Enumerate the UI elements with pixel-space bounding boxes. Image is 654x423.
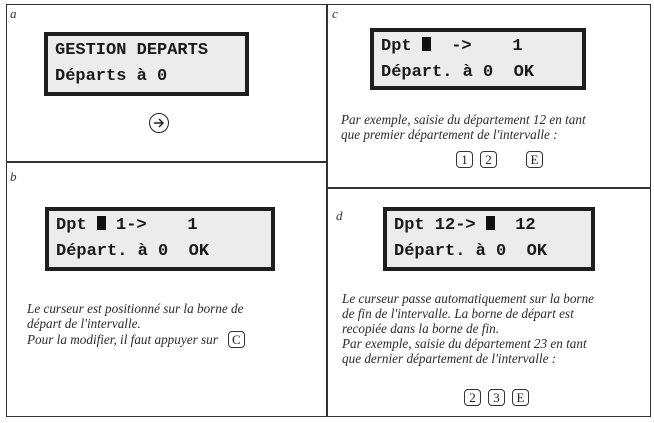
desc-line: Le curseur est positionné sur la borne de	[27, 301, 244, 316]
lcd-cursor	[486, 216, 495, 230]
lcd-line-1	[381, 34, 582, 60]
lcd-text: 1-> 1	[105, 216, 198, 235]
vertical-divider	[326, 4, 328, 417]
panel-b-label: b	[10, 169, 17, 184]
panel-c-lcd	[370, 28, 586, 90]
key-e-button[interactable]: E	[526, 151, 543, 168]
desc-line: Par exemple, saisie du département 12 en tant	[341, 112, 586, 127]
lcd-text: Dpt 12->	[394, 216, 476, 235]
key-1-button[interactable]: 1	[456, 151, 473, 168]
panel-c-keys	[456, 151, 543, 168]
lcd-line-2: Départ. à 0 OK	[381, 63, 535, 82]
desc-line: Le curseur passe automatiquement sur la borne	[342, 291, 595, 306]
panel-c-label: c	[332, 6, 338, 21]
key-e-button[interactable]: E	[512, 389, 529, 406]
lcd-line-1	[394, 213, 591, 239]
arrow-right-circle-icon[interactable]	[149, 113, 169, 133]
lcd-text: 12	[494, 216, 536, 235]
lcd-line-2: Départ. à 0 OK	[56, 242, 210, 261]
lcd-text: Dpt	[381, 37, 412, 56]
lcd-line-2: Départs à 0	[55, 67, 168, 86]
lcd-text: -> 1	[430, 37, 523, 56]
key-2-button[interactable]: 2	[464, 389, 481, 406]
panel-a-label: a	[10, 6, 17, 21]
lcd-cursor	[422, 37, 431, 51]
panel-c-description	[341, 112, 646, 142]
panel-d-description	[342, 291, 647, 366]
lcd-cursor	[97, 216, 106, 230]
panel-b-description	[27, 301, 317, 348]
lcd-line-2: Départ. à 0 OK	[394, 242, 548, 261]
panel-b-lcd	[45, 207, 275, 271]
desc-line: recopiée dans la borne de fin.	[342, 321, 499, 336]
desc-line: Pour la modifier, il faut appuyer sur	[27, 332, 218, 347]
lcd-line-1: GESTION DEPARTS	[55, 41, 209, 60]
desc-line-with-key	[27, 331, 317, 348]
panel-d-lcd	[383, 207, 595, 271]
lcd-line-1	[56, 213, 271, 239]
key-c-button[interactable]: C	[228, 331, 245, 348]
arrow-right-glyph	[153, 117, 165, 129]
left-divider	[6, 161, 327, 163]
panel-d-keys	[464, 389, 529, 406]
right-divider	[326, 187, 651, 189]
desc-line: Par exemple, saisie du département 23 en tant	[342, 336, 587, 351]
lcd-text: Dpt	[56, 216, 87, 235]
key-2-button[interactable]: 2	[480, 151, 497, 168]
desc-line: que premier département de l'intervalle :	[341, 127, 558, 142]
desc-line: départ de l'intervalle.	[27, 316, 141, 331]
desc-line: que dernier département de l'intervalle :	[342, 351, 557, 366]
panel-d-label: d	[336, 208, 343, 223]
key-3-button[interactable]: 3	[488, 389, 505, 406]
panel-a-lcd	[44, 32, 249, 96]
desc-line: de fin de l'intervalle. La borne de départ est	[342, 306, 574, 321]
